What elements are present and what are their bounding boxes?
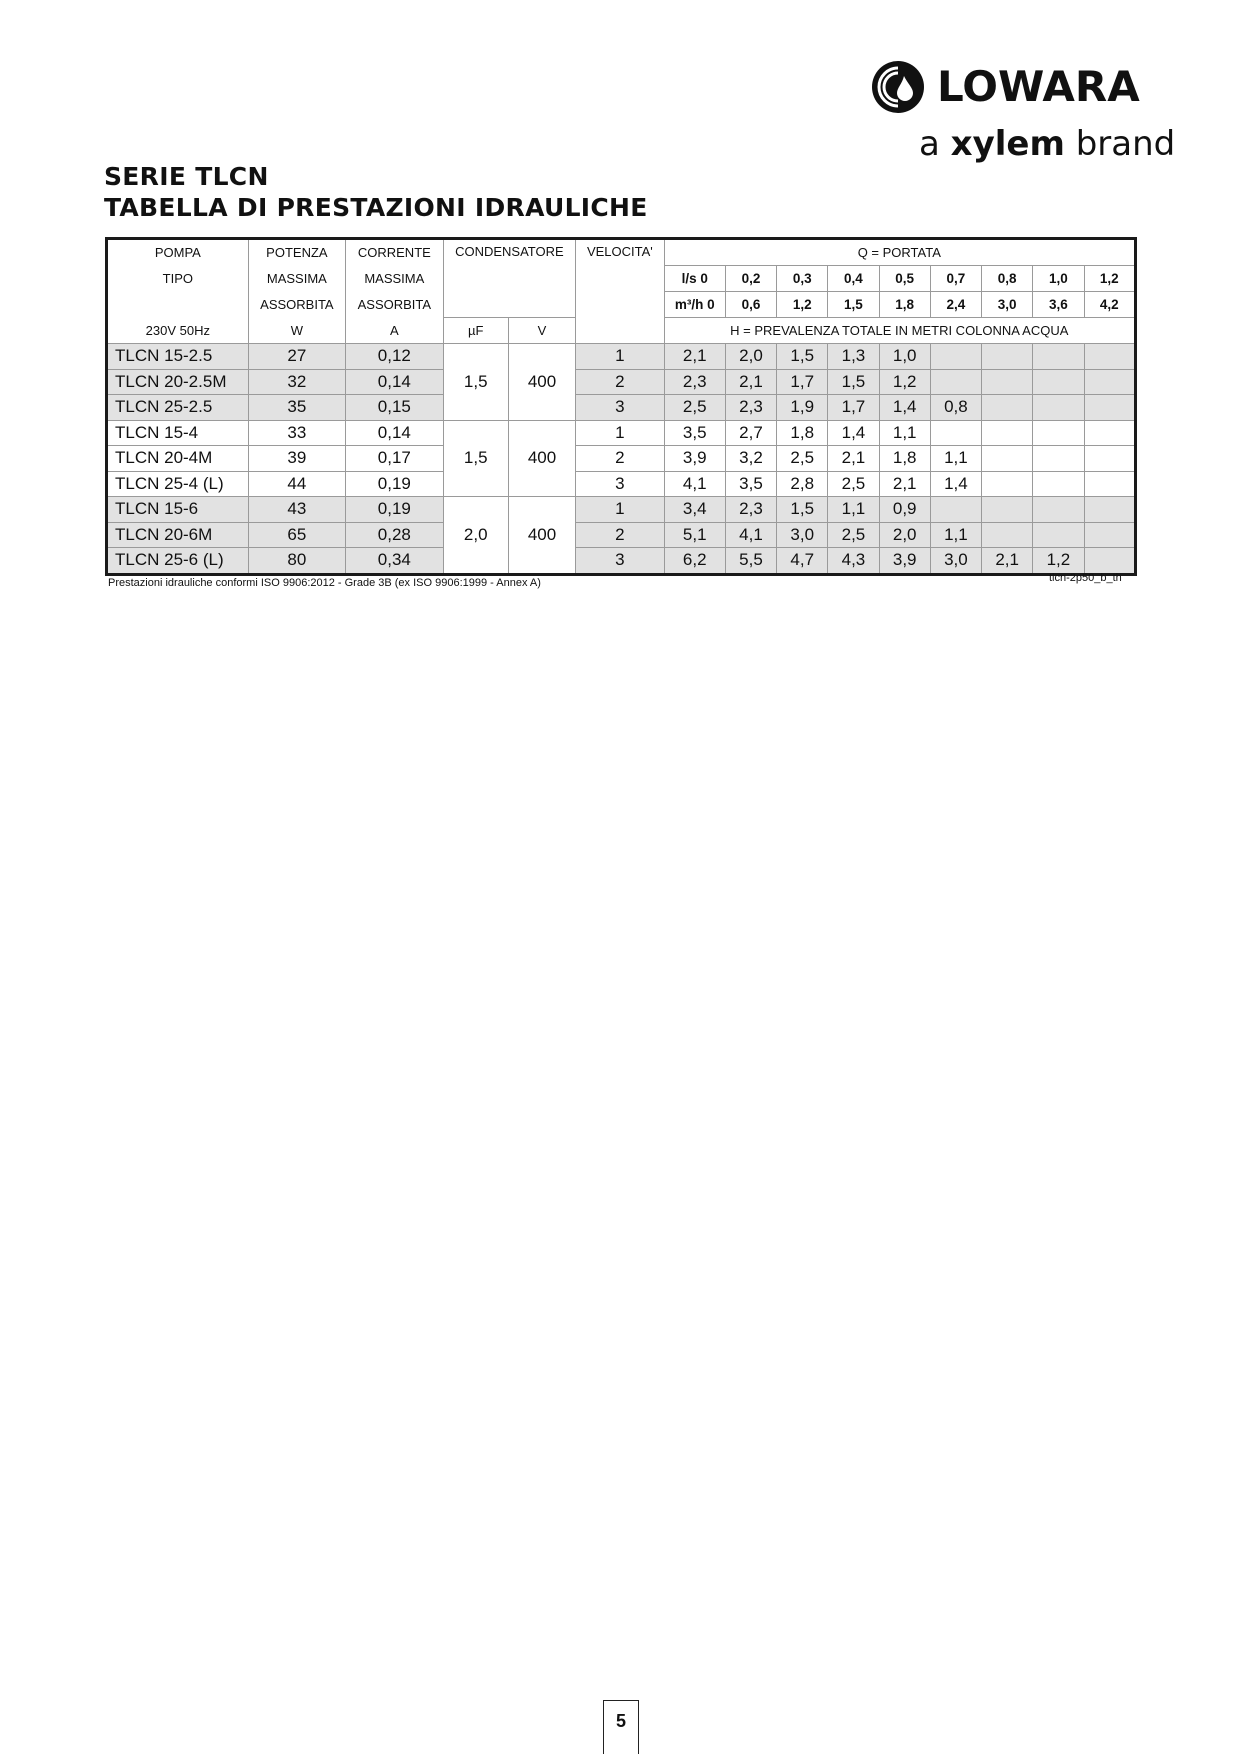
ls-label: l/s 0 bbox=[664, 266, 725, 292]
table-row bbox=[107, 395, 1136, 421]
head-value: 4,1 bbox=[664, 471, 725, 497]
head-value: 5,5 bbox=[725, 548, 776, 575]
head-value bbox=[1084, 344, 1136, 370]
current-a: 0,28 bbox=[346, 522, 443, 548]
current-a: 0,19 bbox=[346, 497, 443, 523]
head-value bbox=[1084, 522, 1136, 548]
pump-type: TLCN 20-2.5M bbox=[107, 369, 249, 395]
performance-table bbox=[105, 237, 1137, 576]
head-value: 6,2 bbox=[664, 548, 725, 575]
table-row bbox=[107, 344, 1136, 370]
table-row bbox=[107, 497, 1136, 523]
ls-value: 0,3 bbox=[777, 266, 828, 292]
head-value bbox=[982, 522, 1033, 548]
head-value bbox=[1084, 446, 1136, 472]
head-value: 2,8 bbox=[777, 471, 828, 497]
col-pompa: POMPA bbox=[107, 239, 249, 266]
head-value bbox=[1033, 446, 1084, 472]
head-value bbox=[1033, 420, 1084, 446]
tagline-a: a bbox=[919, 124, 951, 164]
head-value: 1,2 bbox=[879, 369, 930, 395]
pump-type: TLCN 25-2.5 bbox=[107, 395, 249, 421]
head-value: 2,5 bbox=[664, 395, 725, 421]
head-value: 0,9 bbox=[879, 497, 930, 523]
capacitor-uf: 2,0 bbox=[443, 497, 508, 575]
head-value bbox=[982, 471, 1033, 497]
m3h-label: m³/h 0 bbox=[664, 292, 725, 318]
speed: 3 bbox=[576, 395, 664, 421]
head-value: 1,1 bbox=[930, 446, 981, 472]
head-value: 2,3 bbox=[725, 395, 776, 421]
speed: 1 bbox=[576, 497, 664, 523]
capacitor-v: 400 bbox=[508, 344, 575, 421]
m3h-value: 3,0 bbox=[982, 292, 1033, 318]
col-pompa-blank bbox=[107, 292, 249, 318]
page-title bbox=[104, 161, 648, 223]
head-value bbox=[1033, 471, 1084, 497]
power-w: 32 bbox=[248, 369, 345, 395]
head-value: 4,1 bbox=[725, 522, 776, 548]
col-rating: 230V 50Hz bbox=[107, 318, 249, 344]
speed: 2 bbox=[576, 522, 664, 548]
head-value bbox=[1033, 522, 1084, 548]
head-value bbox=[1084, 548, 1136, 575]
head-value bbox=[982, 420, 1033, 446]
speed: 2 bbox=[576, 446, 664, 472]
head-value: 3,4 bbox=[664, 497, 725, 523]
power-w: 43 bbox=[248, 497, 345, 523]
speed: 3 bbox=[576, 548, 664, 575]
col-condensatore: CONDENSATORE bbox=[443, 239, 576, 318]
head-value bbox=[1033, 344, 1084, 370]
col-potenza-unit: W bbox=[248, 318, 345, 344]
head-value: 1,5 bbox=[777, 344, 828, 370]
head-value: 1,5 bbox=[777, 497, 828, 523]
ls-value: 0,4 bbox=[828, 266, 879, 292]
head-value: 5,1 bbox=[664, 522, 725, 548]
head-value bbox=[1084, 420, 1136, 446]
head-value: 2,0 bbox=[879, 522, 930, 548]
current-a: 0,15 bbox=[346, 395, 443, 421]
head-value bbox=[1033, 395, 1084, 421]
head-value bbox=[1084, 369, 1136, 395]
m3h-value: 0,6 bbox=[725, 292, 776, 318]
power-w: 44 bbox=[248, 471, 345, 497]
head-value: 4,7 bbox=[777, 548, 828, 575]
col-corrente: CORRENTE bbox=[346, 239, 443, 266]
current-a: 0,14 bbox=[346, 369, 443, 395]
head-value: 1,9 bbox=[777, 395, 828, 421]
head-value bbox=[930, 344, 981, 370]
head-value: 1,4 bbox=[930, 471, 981, 497]
current-a: 0,12 bbox=[346, 344, 443, 370]
head-value: 2,3 bbox=[664, 369, 725, 395]
speed: 3 bbox=[576, 471, 664, 497]
head-value: 1,0 bbox=[879, 344, 930, 370]
page-number: 5 bbox=[603, 1700, 639, 1754]
title-line-1: SERIE TLCN bbox=[104, 162, 269, 191]
head-value: 1,2 bbox=[1033, 548, 1084, 575]
ls-value: 0,5 bbox=[879, 266, 930, 292]
power-w: 33 bbox=[248, 420, 345, 446]
capacitor-v: 400 bbox=[508, 497, 575, 575]
head-value: 2,1 bbox=[879, 471, 930, 497]
pump-type: TLCN 20-4M bbox=[107, 446, 249, 472]
head-value: 1,4 bbox=[879, 395, 930, 421]
ls-value: 1,0 bbox=[1033, 266, 1084, 292]
col-potenza-2: MASSIMA bbox=[248, 266, 345, 292]
col-tipo: TIPO bbox=[107, 266, 249, 292]
head-value: 2,3 bbox=[725, 497, 776, 523]
pump-type: TLCN 15-4 bbox=[107, 420, 249, 446]
head-value: 1,1 bbox=[879, 420, 930, 446]
head-value bbox=[982, 369, 1033, 395]
table-row bbox=[107, 420, 1136, 446]
footnote: Prestazioni idrauliche conformi ISO 9906:2012 - Grade 3B (ex ISO 9906:1999 - Annex A) bbox=[108, 577, 541, 589]
head-value bbox=[1084, 395, 1136, 421]
current-a: 0,19 bbox=[346, 471, 443, 497]
head-value: 4,3 bbox=[828, 548, 879, 575]
head-value bbox=[982, 344, 1033, 370]
head-value: 2,0 bbox=[725, 344, 776, 370]
power-w: 39 bbox=[248, 446, 345, 472]
table-row bbox=[107, 522, 1136, 548]
m3h-value: 2,4 bbox=[930, 292, 981, 318]
power-w: 80 bbox=[248, 548, 345, 575]
col-uf: µF bbox=[443, 318, 508, 344]
speed: 1 bbox=[576, 420, 664, 446]
head-value: 2,5 bbox=[828, 471, 879, 497]
m3h-value: 1,2 bbox=[777, 292, 828, 318]
current-a: 0,34 bbox=[346, 548, 443, 575]
speed: 1 bbox=[576, 344, 664, 370]
head-value: 1,7 bbox=[777, 369, 828, 395]
head-value: 1,8 bbox=[879, 446, 930, 472]
col-prevalenza: H = PREVALENZA TOTALE IN METRI COLONNA ACQUA bbox=[664, 318, 1135, 344]
power-w: 35 bbox=[248, 395, 345, 421]
capacitor-uf: 1,5 bbox=[443, 420, 508, 497]
ls-value: 0,7 bbox=[930, 266, 981, 292]
ls-value: 1,2 bbox=[1084, 266, 1136, 292]
head-value bbox=[1084, 471, 1136, 497]
pump-type: TLCN 15-2.5 bbox=[107, 344, 249, 370]
head-value: 1,3 bbox=[828, 344, 879, 370]
pump-type: TLCN 25-6 (L) bbox=[107, 548, 249, 575]
head-value bbox=[982, 446, 1033, 472]
col-corrente-2: MASSIMA bbox=[346, 266, 443, 292]
head-value bbox=[930, 369, 981, 395]
head-value bbox=[982, 497, 1033, 523]
brand-tagline bbox=[919, 124, 1175, 164]
current-a: 0,14 bbox=[346, 420, 443, 446]
col-corrente-3: ASSORBITA bbox=[346, 292, 443, 318]
head-value: 2,1 bbox=[725, 369, 776, 395]
m3h-value: 1,5 bbox=[828, 292, 879, 318]
ls-value: 0,8 bbox=[982, 266, 1033, 292]
col-corrente-unit: A bbox=[346, 318, 443, 344]
head-value: 3,2 bbox=[725, 446, 776, 472]
ls-value: 0,2 bbox=[725, 266, 776, 292]
table-body bbox=[107, 344, 1136, 575]
head-value: 3,0 bbox=[930, 548, 981, 575]
head-value: 2,5 bbox=[777, 446, 828, 472]
head-value bbox=[930, 497, 981, 523]
head-value bbox=[930, 420, 981, 446]
lowara-swirl-icon bbox=[871, 60, 925, 114]
head-value: 1,7 bbox=[828, 395, 879, 421]
head-value: 1,4 bbox=[828, 420, 879, 446]
power-w: 65 bbox=[248, 522, 345, 548]
capacitor-v: 400 bbox=[508, 420, 575, 497]
table-row bbox=[107, 446, 1136, 472]
head-value: 3,9 bbox=[664, 446, 725, 472]
table-row bbox=[107, 471, 1136, 497]
head-value: 2,7 bbox=[725, 420, 776, 446]
pump-type: TLCN 15-6 bbox=[107, 497, 249, 523]
table-row bbox=[107, 548, 1136, 575]
col-velocita-blank bbox=[576, 318, 664, 344]
col-velocita: VELOCITA' bbox=[576, 239, 664, 318]
speed: 2 bbox=[576, 369, 664, 395]
head-value bbox=[1084, 497, 1136, 523]
head-value: 2,5 bbox=[828, 522, 879, 548]
table-row bbox=[107, 369, 1136, 395]
head-value: 3,0 bbox=[777, 522, 828, 548]
col-potenza-3: ASSORBITA bbox=[248, 292, 345, 318]
head-value: 2,1 bbox=[828, 446, 879, 472]
head-value: 3,5 bbox=[725, 471, 776, 497]
power-w: 27 bbox=[248, 344, 345, 370]
head-value: 2,1 bbox=[982, 548, 1033, 575]
col-portata: Q = PORTATA bbox=[664, 239, 1135, 266]
head-value: 1,1 bbox=[828, 497, 879, 523]
pump-type: TLCN 25-4 (L) bbox=[107, 471, 249, 497]
brand-name: LOWARA bbox=[937, 62, 1140, 111]
col-potenza: POTENZA bbox=[248, 239, 345, 266]
head-value: 2,1 bbox=[664, 344, 725, 370]
head-value: 0,8 bbox=[930, 395, 981, 421]
pump-type: TLCN 20-6M bbox=[107, 522, 249, 548]
m3h-value: 1,8 bbox=[879, 292, 930, 318]
head-value bbox=[982, 395, 1033, 421]
tagline-xylem: xylem bbox=[950, 124, 1065, 164]
head-value: 3,5 bbox=[664, 420, 725, 446]
head-value: 1,1 bbox=[930, 522, 981, 548]
col-v: V bbox=[508, 318, 575, 344]
head-value: 1,5 bbox=[828, 369, 879, 395]
document-code: tlcn-2p50_b_th bbox=[1049, 572, 1122, 584]
head-value: 3,9 bbox=[879, 548, 930, 575]
current-a: 0,17 bbox=[346, 446, 443, 472]
head-value bbox=[1033, 369, 1084, 395]
tagline-brand: brand bbox=[1064, 124, 1176, 164]
lowara-logo bbox=[871, 58, 1176, 168]
head-value: 1,8 bbox=[777, 420, 828, 446]
capacitor-uf: 1,5 bbox=[443, 344, 508, 421]
title-line-2: TABELLA DI PRESTAZIONI IDRAULICHE bbox=[104, 193, 648, 222]
m3h-value: 4,2 bbox=[1084, 292, 1136, 318]
head-value bbox=[1033, 497, 1084, 523]
m3h-value: 3,6 bbox=[1033, 292, 1084, 318]
